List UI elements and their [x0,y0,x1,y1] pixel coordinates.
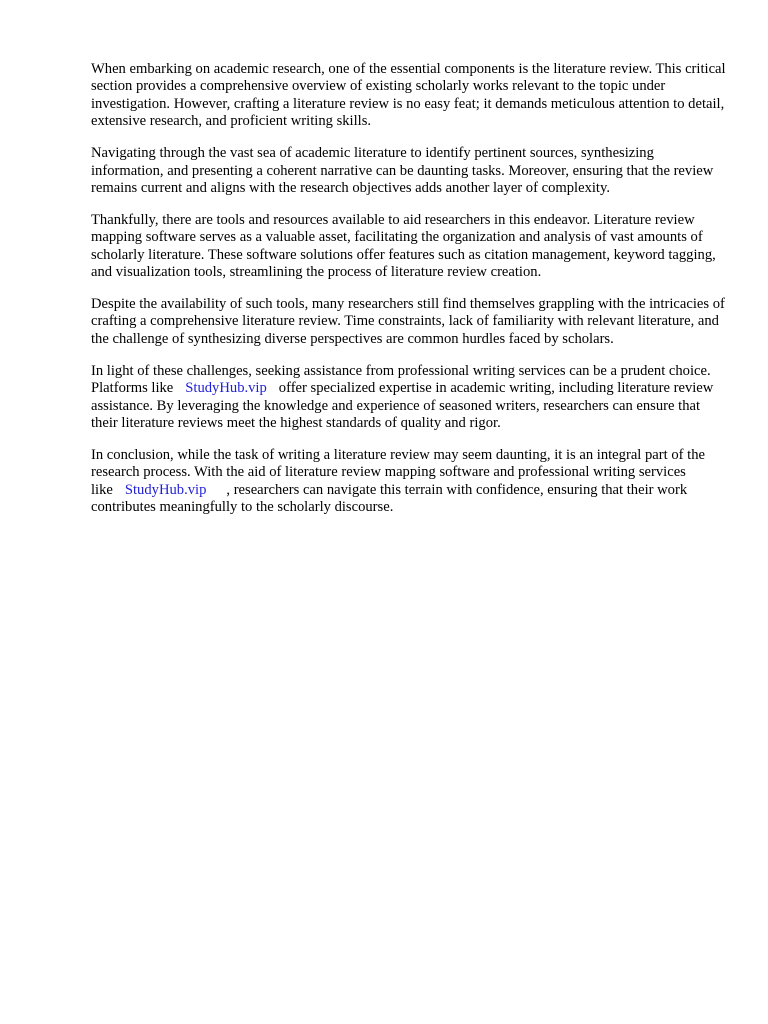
studyhub-link[interactable]: StudyHub.vip [185,380,267,397]
paragraph-conclusion-text-after: , researchers can navigate this terrain with confidence, ensuring that their work contributes meaningfully to the scholarly discourse. [91,481,688,516]
paragraph-services [91,363,727,433]
studyhub-link-conclusion[interactable]: StudyHub.vip [124,481,207,498]
paragraph-navigating: Navigating through the vast sea of academic literature to identify pertinent sources, synthesizing information, and presenting a coherent narrative can be daunting tasks. Moreover, ensuring that the review remains current and aligns with the research objectives adds another layer of complexity. [91,145,714,196]
paragraph-services-text-after: offer specialized expertise in academic writing, including literature review assistance. By leveraging the knowledge and experience of seasoned writers, researchers can ensure that their literature reviews meet the highest standards of quality and rigor. [91,380,714,431]
document-page [91,61,727,531]
paragraph-intro: When embarking on academic research, one of the essential components is the literature review. This critical section provides a comprehensive overview of existing scholarly works relevant to the topic under investigation. However, crafting a literature review is no easy feat; it demands meticulous attention to detail, extensive research, and proficient writing skills. [91,61,726,130]
paragraph-conclusion-text-before: In conclusion, while the task of writing a literature review may seem daunting, it is an integral part of the research process. With the aid of literature review mapping software and professional writing services like [91,446,705,498]
paragraph-services-text-before: In light of these challenges, seeking assistance from professional writing services can be a prudent choice. Platforms like [91,362,711,397]
paragraph-challenges: Despite the availability of such tools, many researchers still find themselves grappling with the intricacies of crafting a comprehensive literature review. Time constraints, lack of familiarity with relevant literature, and the challenge of synthesizing diverse perspectives are common hurdles faced by scholars. [91,295,725,347]
paragraph-tools: Thankfully, there are tools and resources available to aid researchers in this endeavor. Literature review mapping software serves as a valuable asset, facilitating the organization and analysis of vast amounts of scholarly literature. These software solutions offer features such as citation management, keyword tagging, and visualization tools, streamlining the process of literature review creation. [91,211,716,281]
paragraph-conclusion [91,447,727,517]
